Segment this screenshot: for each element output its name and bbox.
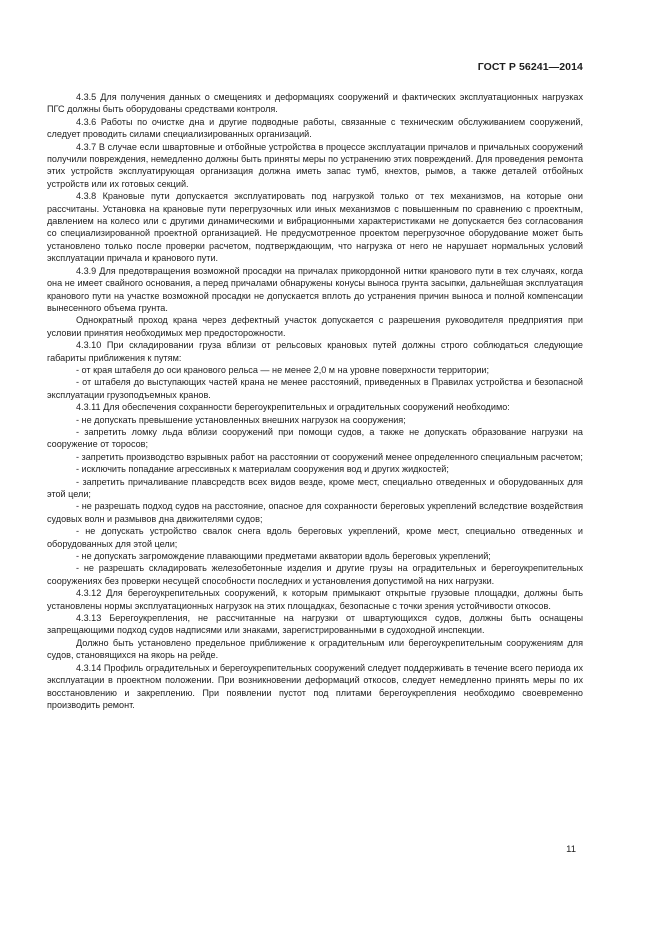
list-item: - не разрешать складировать железобетонные изделия и другие грузы на оградительных и берегоукрепительных сооружениях без проверки несущей способности последних и установления допустимой на них нагрузки.: [47, 563, 583, 586]
list-item: - от края штабеля до оси кранового рельса — не менее 2,0 м на уровне поверхности территории;: [76, 364, 490, 375]
list-item: - запретить ломку льда вблизи сооружений при помощи судов, а также не допускать образование нагрузки на сооружение от торосов;: [47, 426, 583, 450]
paragraph-4-3-5: 4.3.5 Для получения данных о смещениях и деформациях сооружений и фактических эксплуатационных нагрузках ПГС должны быть оборудованы средствами контроля.: [47, 92, 583, 115]
list-item: - не допускать превышение установленных внешних нагрузок на сооружения;: [76, 414, 406, 425]
page-number: 11: [566, 844, 576, 855]
paragraph-4-3-13-note: Должно быть установлено предельное приближение к оградительным или берегоукрепительным сооружениям для судов, становящихся на якорь на рейде.: [47, 637, 583, 661]
paragraph-4-3-6: 4.3.6 Работы по очистке дна и другие подводные работы, связанные с техническим обслуживанием сооружений, следует проводить силами специализированных организаций.: [47, 116, 583, 140]
list-item: - запретить причаливание плавсредств всех видов везде, кроме мест, специально отведенных и оборудованных для этой цели;: [47, 476, 583, 499]
list-item: - не допускать устройство свалок снега вдоль береговых укреплений, кроме мест, специально отведенных и оборудованных для этой цели;: [47, 526, 583, 549]
standard-header: ГОСТ Р 56241—2014: [477, 61, 583, 73]
paragraph-4-3-12: 4.3.12 Для берегоукрепительных сооружений, к которым примыкают открытые грузовые площадки, должны быть установлены нормы эксплуатационных нагрузок на этих площадках, безопасные с точки зрения устойчивости откосов.: [47, 588, 583, 611]
list-item: - запретить производство взрывных работ на расстоянии от сооружений менее определенного специальным расчетом;: [76, 451, 583, 462]
paragraph-4-3-11: 4.3.11 Для обеспечения сохранности берегоукрепительных и оградительных сооружений необходимо:: [76, 402, 510, 413]
list-item: - не разрешать подход судов на расстояние, опасное для сохранности береговых укреплений вследствие воздействия судовых волн и размывов дна движителями судов;: [47, 501, 583, 524]
list-item: - исключить попадание агрессивных к материалам сооружения вод и других жидкостей;: [76, 464, 449, 475]
paragraph-4-3-10: 4.3.10 При складировании груза вблизи от рельсовых крановых путей должны строго соблюдаться следующие габариты приближения к путям:: [47, 340, 583, 363]
paragraph-4-3-8: 4.3.8 Крановые пути допускается эксплуатировать под нагрузкой только от тех механизмов, на которые они рассчитаны. Установка на крановые пути перегрузочных или иных механизмов с повышенным по сравнению с проектным, давлением на колесо или с другими динамическими и вибрационными характеристиками не допускается без согласования со специализированной проектной организацией. Не предусмотренное проектом перегрузочное оборудование может быть установлено только после проверки расчетом, подтверждающим, что нагрузка от него не нарушает нормальных условий эксплуатации причала и кранового пути.: [47, 191, 583, 264]
paragraph-4-3-14: 4.3.14 Профиль оградительных и берегоукрепительных сооружений следует поддерживать в течение всего периода их эксплуатации в проектном положении. При возникновении деформаций откосов, следует немедленно принять меры по их восстановлению и закреплению. При появлении пустот под плитами берегоукрепления необходимо своевременно производить ремонт.: [47, 662, 583, 710]
list-item: - от штабеля до выступающих частей крана не менее расстояний, приведенных в Правилах устройства и безопасной эксплуатации грузоподъемных кранов.: [47, 377, 583, 400]
paragraph-4-3-9-note: Однократный проход крана через дефектный участок допускается с разрешения руководителя предприятия при условии принятия необходимых мер предосторожности.: [47, 315, 583, 338]
list-item: - не допускать загромождение плавающими предметами акватории вдоль береговых укреплений;: [76, 551, 491, 562]
document-body: [47, 91, 583, 711]
paragraph-4-3-13: 4.3.13 Берегоукрепления, не рассчитанные на нагрузки от швартующихся судов, должны быть оснащены запрещающими подход судов надписями или знаками, зарегистрированными в судоходной инспекции.: [47, 613, 583, 636]
paragraph-4-3-7: 4.3.7 В случае если швартовные и отбойные устройства в процессе эксплуатации причалов и причальных сооружений получили повреждения, немедленно должны быть приняты меры по устранению этих повреждений. Для проведения ремонта этих устройств эксплуатирующая организация должна иметь запас тумб, кнехтов, рымов, а также деталей отбойных устройств или их готовых секций.: [47, 141, 583, 189]
paragraph-4-3-9: 4.3.9 Для предотвращения возможной просадки на причалах прикордонной нитки кранового пути в тех случаях, когда она не имеет свайного основания, а перед причалами обнаружены конусы выноса грунта засыпки, дальнейшая эксплуатация кранового пути на участке возможной просадки не допускается вплоть до устранения причин выноса и полной компенсации вынесенного объема грунта.: [47, 265, 583, 313]
